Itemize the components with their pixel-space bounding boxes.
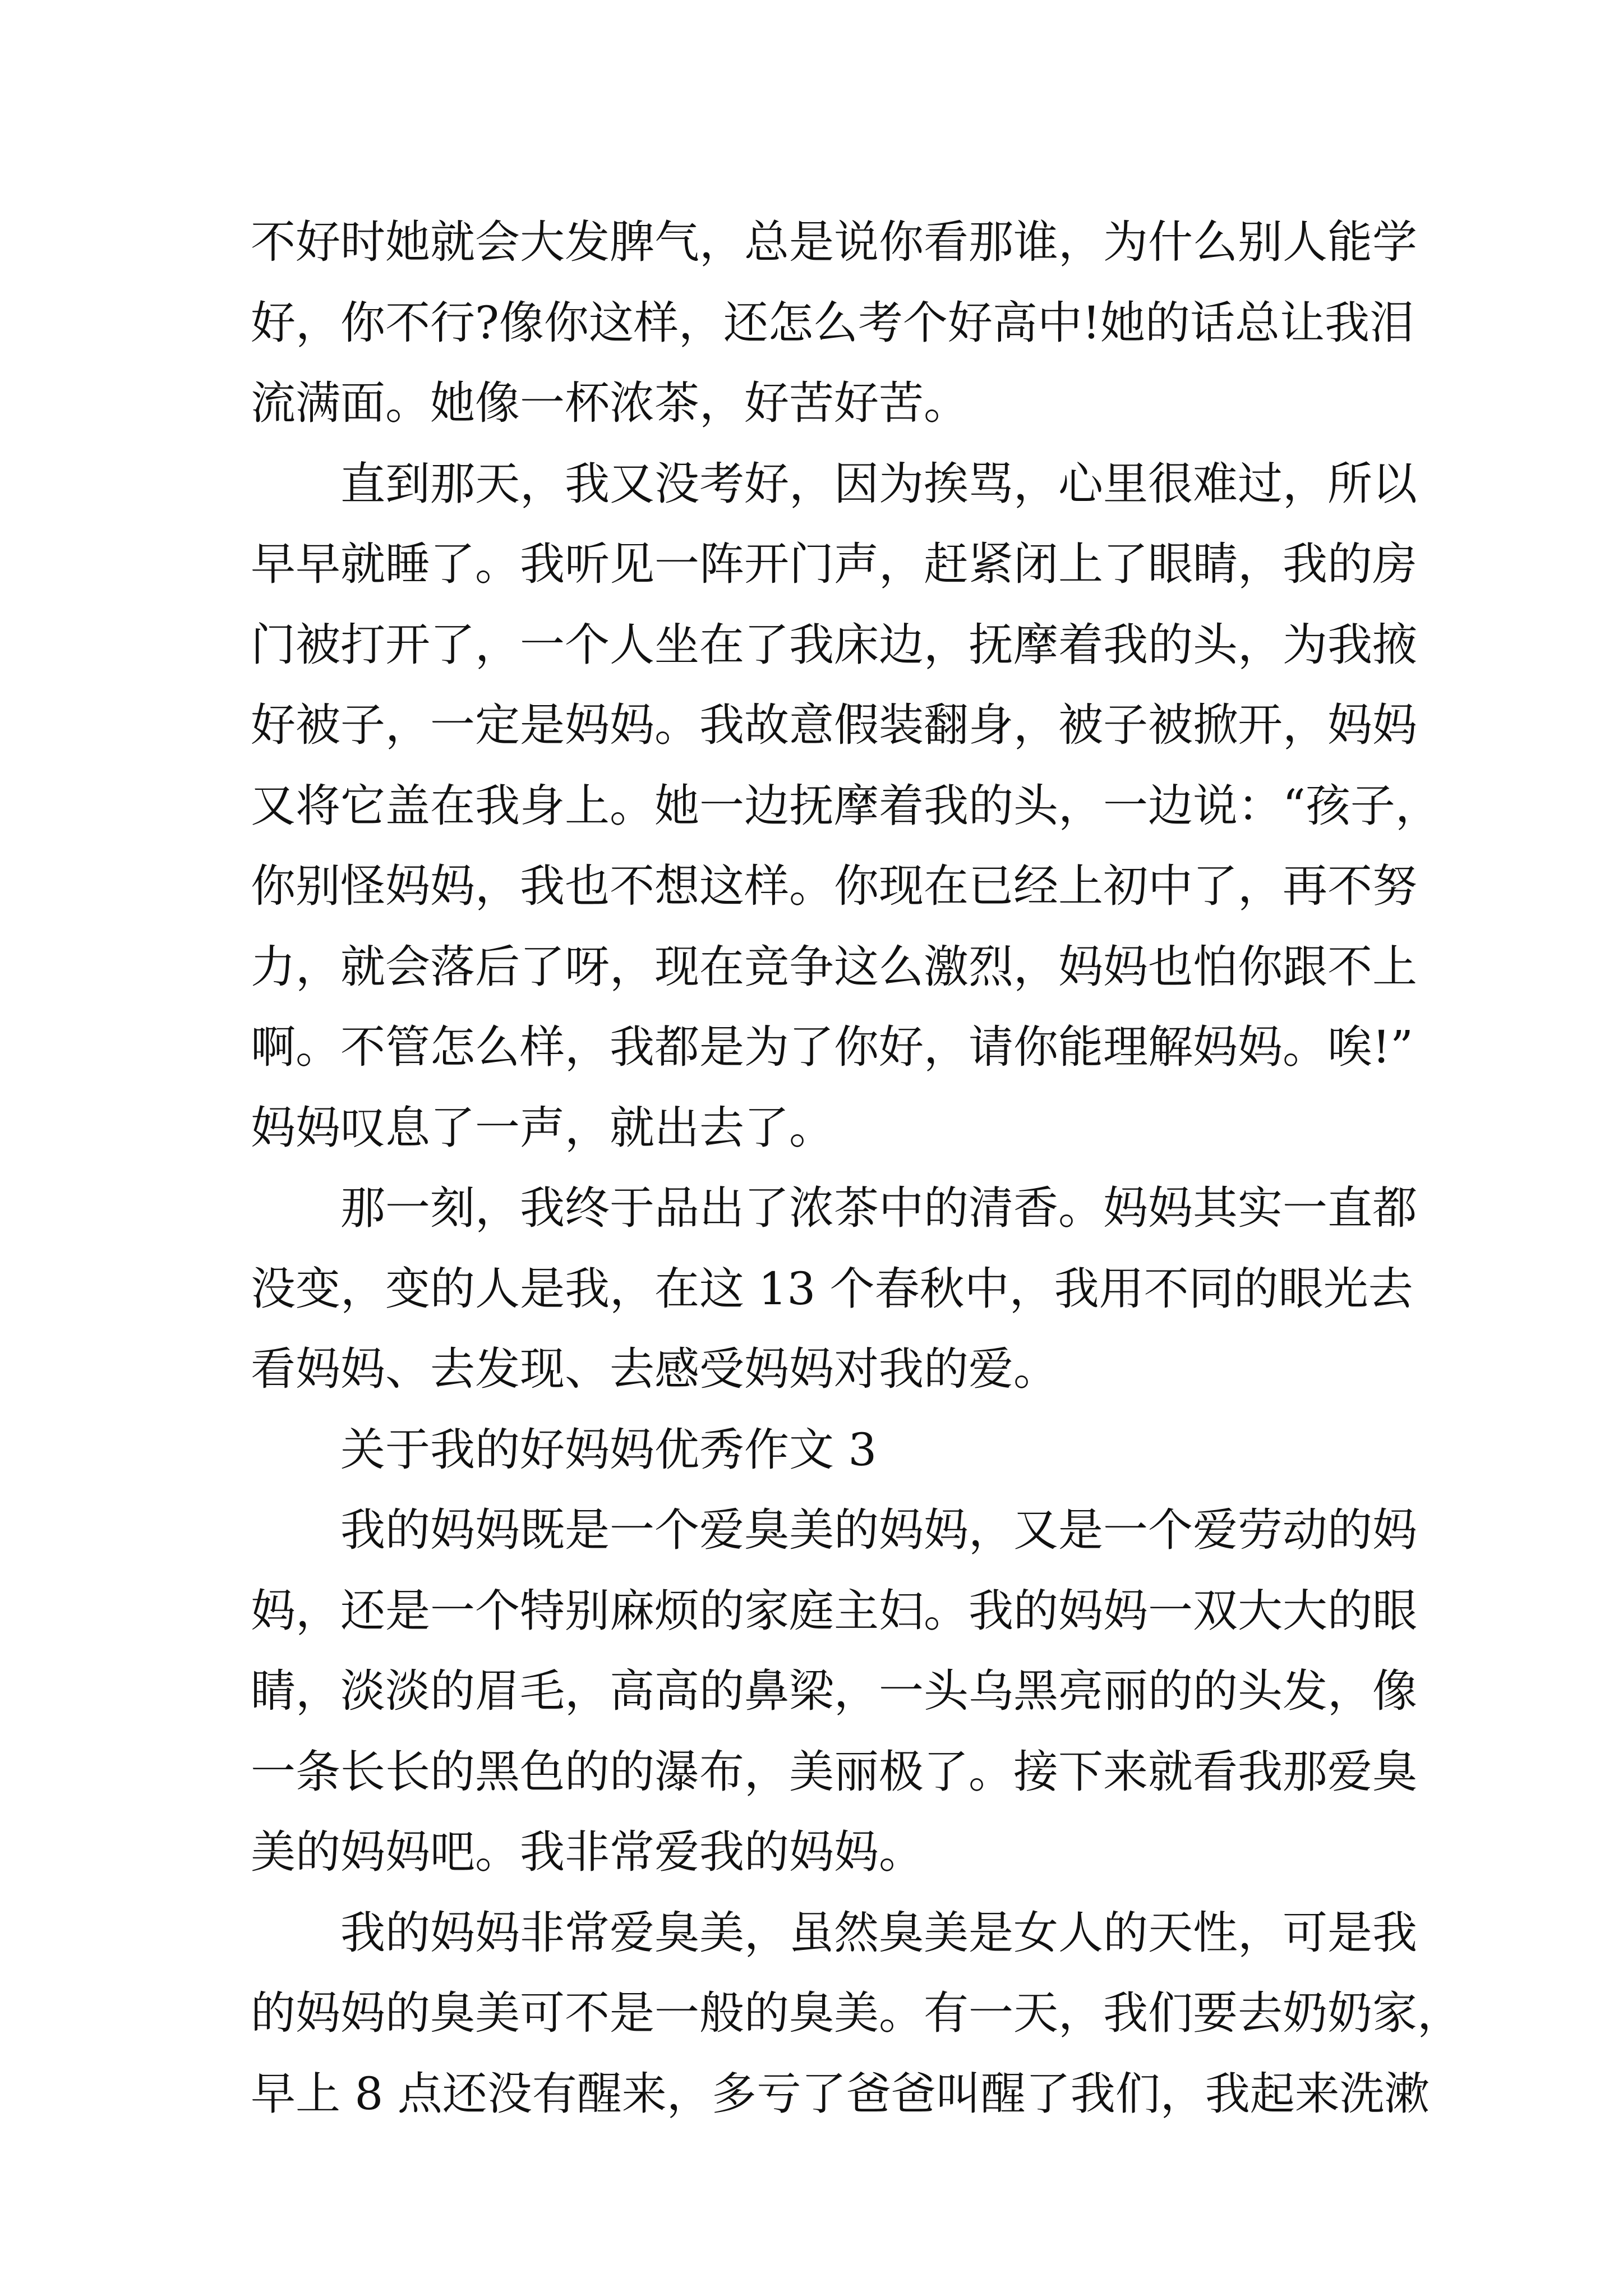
text-line: 早早就睡了。我听见一阵开门声，赶紧闭上了眼睛，我的房 [251,538,1417,590]
text-line: 妈，还是一个特别麻烦的家庭主妇。我的妈妈一双大大的眼 [251,1584,1417,1637]
text-line: 我的妈妈非常爱臭美，虽然臭美是女人的天性，可是我 [340,1906,1417,1959]
text-line: 睛，淡淡的眉毛，高高的鼻梁，一头乌黑亮丽的的头发，像 [251,1665,1417,1717]
text-line: 早上 8 点还没有醒来，多亏了爸爸叫醒了我们，我起来洗漱 [251,2067,1430,2120]
text-line: 好被子，一定是妈妈。我故意假装翻身，被子被掀开，妈妈 [251,699,1417,751]
text-line: 妈妈叹息了一声，就出去了。 [251,1101,834,1154]
text-line: 好，你不行?像你这样，还怎么考个好高中!她的话总让我泪 [251,296,1415,349]
text-line: 不好时她就会大发脾气，总是说你看那谁，为什么别人能学 [251,216,1417,268]
text-line: 美的妈妈吧。我非常爱我的妈妈。 [251,1826,924,1878]
text-line: 又将它盖在我身上。她一边抚摩着我的头，一边说：“孩子， [251,779,1440,832]
text-line: 我的妈妈既是一个爱臭美的妈妈，又是一个爱劳动的妈 [340,1504,1417,1556]
text-line: 流满面。她像一杯浓茶，好苦好苦。 [251,377,969,429]
text-line: 啊。不管怎么样，我都是为了你好，请你能理解妈妈。唉!” [251,1021,1414,1073]
text-line: 力，就会落后了呀，现在竞争这么激烈，妈妈也怕你跟不上 [251,940,1417,993]
text-line: 关于我的好妈妈优秀作文 3 [340,1423,877,1476]
text-line: 你别怪妈妈，我也不想这样。你现在已经上初中了，再不努 [251,860,1417,912]
document-body [251,202,1462,2134]
text-line: 一条长长的黑色的的瀑布，美丽极了。接下来就看我那爱臭 [251,1745,1417,1798]
text-line: 直到那天，我又没考好，因为挨骂，心里很难过，所以 [340,457,1417,510]
text-line: 的妈妈的臭美可不是一般的臭美。有一天，我们要去奶奶家， [251,1987,1462,2039]
text-line: 那一刻，我终于品出了浓茶中的清香。妈妈其实一直都 [340,1182,1417,1234]
text-line: 没变，变的人是我，在这 13 个春秋中，我用不同的眼光去 [251,1262,1413,1315]
text-line: 看妈妈、去发现、去感受妈妈对我的爱。 [251,1343,1058,1395]
text-line: 门被打开了，一个人坐在了我床边，抚摩着我的头，为我掖 [251,618,1417,671]
